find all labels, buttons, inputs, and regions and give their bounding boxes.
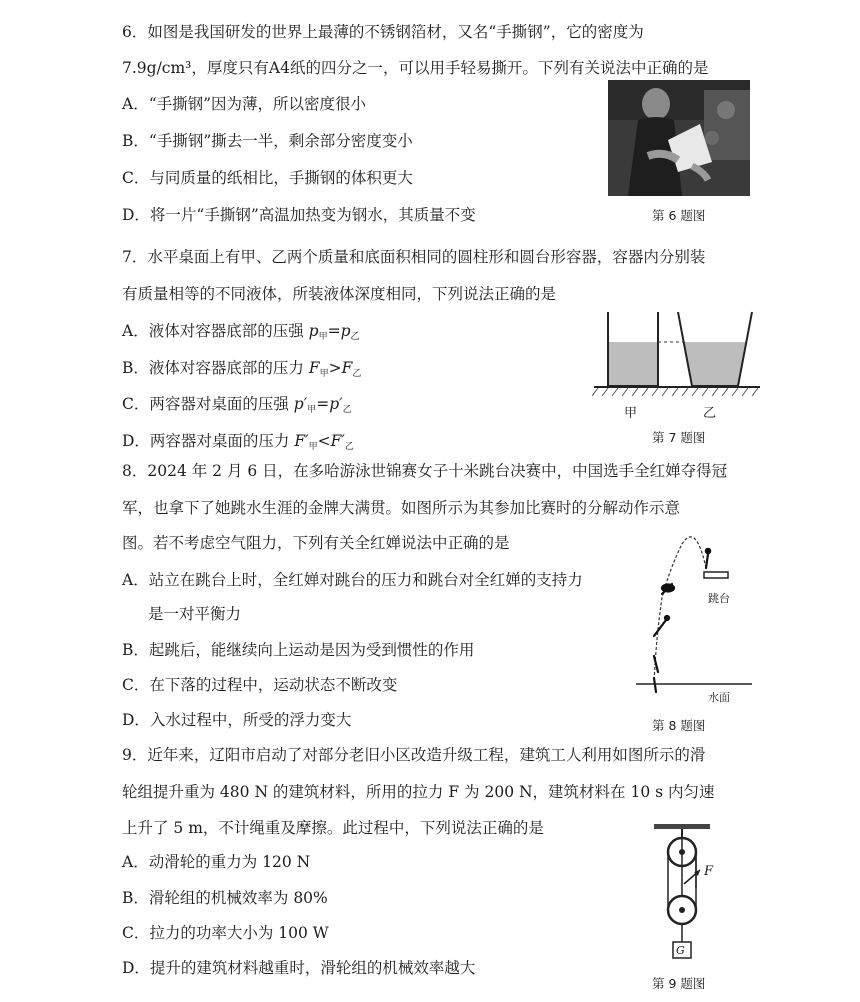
q7-option-d: D．两容器对桌面的压力 $F'_甲<F'_乙$ [122,432,354,452]
q8-option-a-line1: A．站立在跳台上时，全红婵对跳台的压力和跳台对全红婵的支持力 [122,571,583,589]
q7-liquid-yi [684,342,746,386]
q7-stem-line2: 有质量相等的不同液体，所装液体深度相同，下列说法正确的是 [122,285,557,303]
q7-figure-containers [592,306,762,398]
q6-figure-caption: 第 6 题图 [652,208,706,223]
q7-option-a: A．液体对容器底部的压强 $p_甲=p_乙$ [122,322,360,342]
q6-stem-line2: 7.9g/cm³，厚度只有A4纸的四分之一，可以用手轻易撕开。下列有关说法中正确的是 [122,59,709,77]
q6-photo-steel-foil [608,80,750,196]
q7-figure-caption: 第 7 题图 [652,430,706,445]
q9-stem-line3: 上升了 5 m，不计绳重及摩擦。此过程中，下列说法正确的是 [122,819,544,837]
q6-option-d: D．将一片“手撕钢”高温加热变为钢水，其质量不变 [122,206,476,224]
q9-option-c: C．拉力的功率大小为 100 W [122,924,329,942]
q9-stem-line2: 轮组提升重为 480 N 的建筑材料，所用的拉力 F 为 200 N，建筑材料在 10 s 内匀速 [122,783,715,801]
q6-option-c: C．与同质量的纸相比，手撕钢的体积更大 [122,169,413,187]
q8-label-water: 水面 [708,691,730,704]
q6-stem-line1: 6．如图是我国研发的世界上最薄的不锈钢箔材，又名“手撕钢”，它的密度为 [122,23,644,41]
q9-option-d: D．提升的建筑材料越重时，滑轮组的机械效率越大 [122,959,476,977]
q8-label-platform: 跳台 [708,592,730,605]
q7-liquid-jia [608,342,658,386]
q6-option-a: A．“手撕钢”因为薄，所以密度很小 [122,95,367,113]
q8-option-c: C．在下落的过程中，运动状态不断改变 [122,676,398,694]
q8-stem-line1: 8．2024 年 2 月 6 日，在多哈游泳世锦赛女子十米跳台决赛中，中国选手全红婵夺得冠 [122,462,728,480]
q9-figure-caption: 第 9 题图 [652,976,706,991]
q8-stem-line3: 图。若不考虑空气阻力，下列有关全红婵说法中正确的是 [122,534,510,552]
q9-figure-pulley [640,818,730,972]
q8-option-a-line2: 是一对平衡力 [148,605,242,623]
q9-label-weight: G [676,944,685,957]
q9-option-a: A．动滑轮的重力为 120 N [122,853,311,871]
q8-platform [704,572,728,578]
q6-option-b: B．“手撕钢”撕去一半，剩余部分密度变小 [122,132,413,150]
q7-label-jia: 甲 [624,406,638,421]
q8-figure-dive [632,528,762,704]
q8-option-d: D．入水过程中，所受的浮力变大 [122,711,352,729]
q9-label-force: F [704,864,714,879]
q7-stem-line1: 7．水平桌面上有甲、乙两个质量和底面积相同的圆柱形和圆台形容器，容器内分别装 [122,248,706,266]
q9-option-b: B．滑轮组的机械效率为 80% [122,889,328,907]
q8-stem-line2: 军，也拿下了她跳水生涯的金牌大满贯。如图所示为其参加比赛时的分解动作示意 [122,499,681,517]
q7-option-b: B．液体对容器底部的压力 $F_甲>F_乙$ [122,359,362,379]
q8-option-b: B．起跳后，能继续向上运动是因为受到惯性的作用 [122,641,475,659]
q9-ceiling [654,824,710,829]
q9-stem-line1: 9．近年来，辽阳市启动了对部分老旧小区改造升级工程，建筑工人利用如图所示的滑 [122,746,706,764]
q7-option-c: C．两容器对桌面的压强 $p'_甲=p'_乙$ [122,395,352,415]
q7-label-yi: 乙 [703,406,717,421]
q8-figure-caption: 第 8 题图 [652,718,706,733]
